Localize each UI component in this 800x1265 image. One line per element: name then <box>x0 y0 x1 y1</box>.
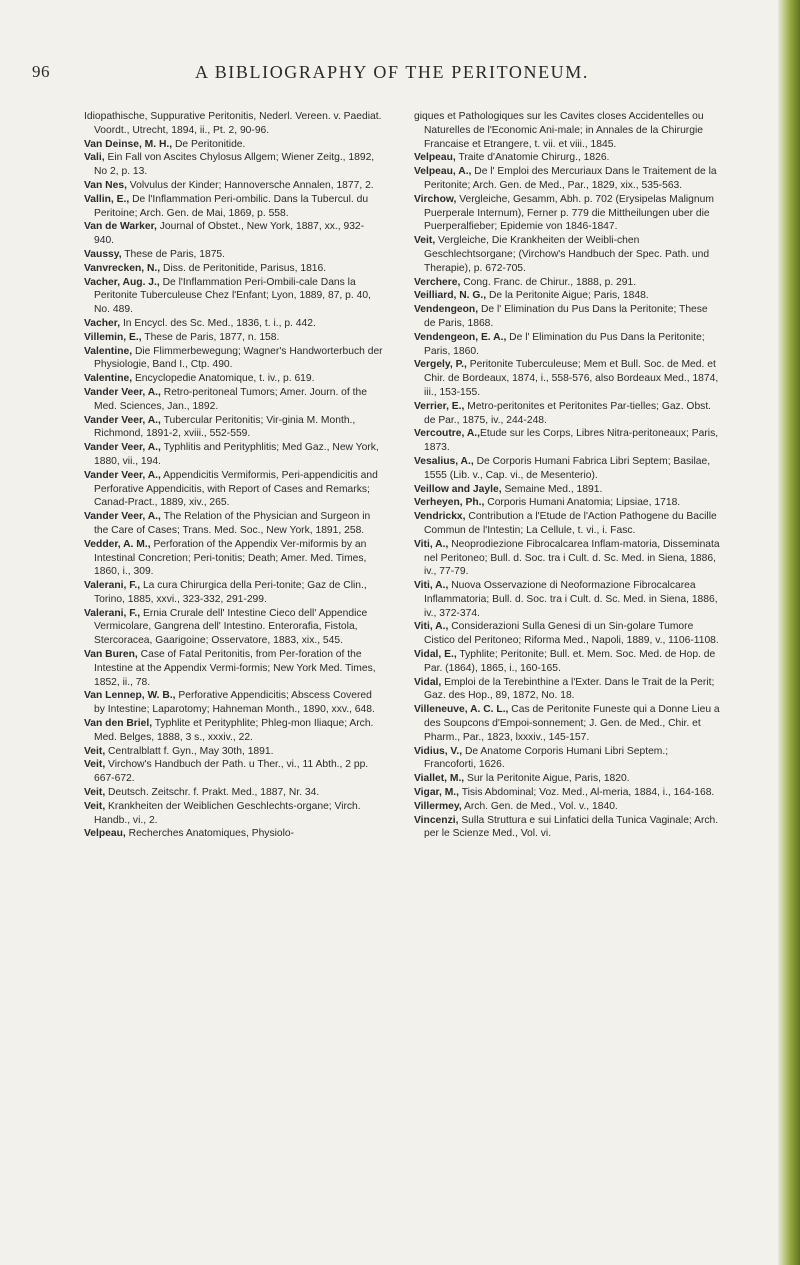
entry-author: Veit, <box>414 235 436 247</box>
entry-author: Vergely, P., <box>414 359 467 371</box>
bibliography-entry <box>84 800 384 828</box>
entry-citation: Retro-peritoneal Tumors; Amer. Journ. of the Med. Sciences, Jan., 1892. <box>94 386 367 412</box>
entry-author: Veilliard, N. G., <box>414 290 487 302</box>
entry-author: Vander Veer, A., <box>84 442 161 454</box>
entry-citation: Vergleiche, Die Krankheiten der Weibli-chen Geschlechtsorgane; (Virchow's Handbuch der Spec. Path. und Therapie), p. 672-705. <box>424 235 710 274</box>
bibliography-entry <box>84 262 384 276</box>
bibliography-entry <box>84 786 384 800</box>
page-header <box>32 62 752 96</box>
entry-author: Vacher, Aug. J., <box>84 276 160 288</box>
entry-citation: These de Paris, 1877, n. 158. <box>141 331 280 343</box>
bibliography-entry <box>414 648 720 676</box>
entry-author: Viti, A., <box>414 538 449 550</box>
entry-citation: Cong. Franc. de Chirur., 1888, p. 291. <box>460 276 637 288</box>
entry-citation: Journal of Obstet., New York, 1887, xx., 932-940. <box>94 221 365 247</box>
entry-citation: De Corporis Humani Fabrica Libri Septem; Basilae, 1555 (Lib. v., Cap. vi., de Mesenterio). <box>424 455 711 481</box>
bibliography-entry <box>84 220 384 248</box>
entry-citation: giques et Pathologiques sur les Cavites closes Accidentelles ou Naturelles de l'Economic Ani-male; in Annales de la Chirurgie Francaise et Etrangere, t. vii. et viii., 1845. <box>414 111 704 150</box>
bibliography-entry <box>84 648 384 689</box>
bibliography-entry <box>84 758 384 786</box>
bibliography-entry <box>84 538 384 579</box>
bibliography-entry <box>414 745 720 773</box>
bibliography-entry <box>84 441 384 469</box>
bibliography-entry <box>84 331 384 345</box>
bibliography-entry <box>414 151 720 165</box>
bibliography-entry <box>84 510 384 538</box>
entry-citation: Volvulus der Kinder; Hannoversche Annalen, 1877, 2. <box>126 179 374 191</box>
entry-citation: Perforative Appendicitis; Abscess Covered by Intestine; Laparotomy; Hahneman Month., 1890, xxv., 648. <box>94 690 375 716</box>
entry-author: Villermey, <box>414 800 462 812</box>
bibliography-entry <box>84 276 384 317</box>
bibliography-entry <box>414 786 720 800</box>
bibliography-entry <box>414 814 720 842</box>
entry-author: Velpeau, <box>84 828 126 840</box>
entry-citation: Typhlitis and Perityphlitis; Med Gaz., New York, 1880, vii., 194. <box>94 442 379 467</box>
entry-citation: Neoprodiezione Fibrocalcarea Inflam-matoria, Disseminata nel Peritoneo; Bull. d. Soc. tra i Cult. d. Sc. Med. in Siena, 1886, iv., 77-79. <box>424 538 720 578</box>
entry-author: Velpeau, A., <box>414 166 472 178</box>
entry-author: Veit, <box>84 759 106 771</box>
entry-citation: De la Peritonite Aigue; Paris, 1848. <box>486 290 649 302</box>
bibliography-entry <box>84 745 384 759</box>
entry-citation: Centralblatt f. Gyn., May 30th, 1891. <box>105 745 274 757</box>
bibliography-entry <box>84 151 384 179</box>
entry-author: Veit, <box>84 800 106 812</box>
entry-author: Veillow and Jayle, <box>414 483 502 495</box>
bibliography-entry <box>414 620 720 648</box>
entry-author: Vallin, E., <box>84 193 130 205</box>
running-title: A BIBLIOGRAPHY OF THE PERITONEUM. <box>195 62 589 82</box>
bibliography-entry <box>414 703 720 744</box>
entry-author: Vander Veer, A., <box>84 386 161 398</box>
page-number: 96 <box>32 62 50 81</box>
bibliography-entry <box>414 483 720 497</box>
entry-citation: Case of Fatal Peritonitis, from Per-foration of the Intestine at the Appendix Vermi-formis; New York Med. Times, 1852, ii., 78. <box>94 649 376 688</box>
entry-citation: Die Flimmerbewegung; Wagner's Handworterbuch der Physiologie, Band I., Ctp. 490. <box>94 345 383 371</box>
entry-citation: De l'Inflammation Peri-ombilic. Dans la Tubercul. du Peritoine; Arch. Gen. de Mai, 1869, p. 558. <box>94 193 369 219</box>
bibliography-entry <box>414 331 720 359</box>
entry-citation: Peritonite Tuberculeuse; Mem et Bull. Soc. de Med. et Chir. de Bordeaux, 1874, i., 558-576, also Bordeaux Med., 1874, iii., 153-155. <box>424 359 719 398</box>
entry-citation: De Peritonitide. <box>172 138 246 150</box>
entry-author: Vander Veer, A., <box>84 511 161 523</box>
entry-author: Van de Warker, <box>84 221 157 233</box>
bibliography-entry <box>414 579 720 620</box>
bibliography-entry <box>414 400 720 428</box>
entry-author: Vedder, A. M., <box>84 538 151 550</box>
bibliography-entry <box>84 827 384 841</box>
entry-citation: Krankheiten der Weiblichen Geschlechts-organe; Virch. Handb., vi., 2. <box>94 800 361 826</box>
bibliography-entry <box>84 689 384 717</box>
entry-citation: Ernia Crurale dell' Intestine Cieco dell' Appendice Vermicolare, Gangrena dell' Intestino. Enterorafia, Fistola, Stercoracea, Gaarigoine; Osservatore, 1883, xix., 545. <box>94 607 368 647</box>
entry-citation: Sulla Struttura e sui Linfatici della Tunica Vaginale; Arch. per le Scienze Med., Vol. vi. <box>424 814 719 840</box>
bibliography-entry <box>84 607 384 648</box>
bibliography-entry <box>414 538 720 579</box>
bibliography-entry <box>84 138 384 152</box>
entry-citation: La cura Chirurgica della Peri-tonite; Gaz de Clin., Torino, 1885, xxvi., 323-332, 291-299. <box>94 580 367 605</box>
entry-citation: Emploi de la Terebinthine a l'Exter. Dans le Trait de la Perit; Gaz. des Hop., 89, 1872, No. 18. <box>424 676 715 702</box>
bibliography-entry <box>414 289 720 303</box>
entry-citation: De l' Emploi des Mercuriaux Dans le Traitement de la Peritonite; Arch. Gen. de Med., Par., 1829, xix., 535-563. <box>424 166 717 191</box>
entry-author: Vidal, E., <box>414 649 457 661</box>
entry-citation: Corporis Humani Anatomia; Lipsiae, 1718. <box>484 497 681 509</box>
entry-citation: De l'Inflammation Peri-Ombili-cale Dans la Peritonite Tuberculeuse Chez l'Enfant; Lyon, 1889, 87, p. 40, No. 489. <box>94 276 371 316</box>
entry-author: Van den Briel, <box>84 718 153 730</box>
entry-citation: Virchow's Handbuch der Path. u Ther., vi., 11 Abth., 2 pp. 667-672. <box>94 759 369 785</box>
entry-citation: Tisis Abdominal; Voz. Med., Al-meria, 1884, i., 164-168. <box>459 787 715 799</box>
bibliography-entry <box>84 193 384 221</box>
entry-citation: The Relation of the Physician and Surgeon in the Care of Cases; Trans. Med. Soc., New York, 1891, 258. <box>94 511 371 536</box>
entry-citation: Perforation of the Appendix Ver-miformis by an Intestinal Concretion; Peri-tonitis; Death; Amer. Med. Times, 1860, i., 309. <box>94 538 367 578</box>
entry-author: Valentine, <box>84 373 133 385</box>
entry-citation: These de Paris, 1875. <box>121 248 226 260</box>
entry-citation: Sur la Peritonite Aigue, Paris, 1820. <box>464 773 630 785</box>
entry-citation: Recherches Anatomiques, Physiolo- <box>125 828 295 840</box>
entry-author: Vincenzi, <box>414 814 459 826</box>
entry-citation: Vergleiche, Gesamm, Abh. p. 702 (Erysipelas Malignum Puerperale Internum), Ferner p. 779 die Mittheilungen uber die Puerperalfieber; Epidemie von 1846-1847. <box>424 193 714 233</box>
entry-citation: Tubercular Peritonitis; Vir-ginia M. Month., Richmond, 1891-2, xviii., 552-559. <box>94 414 356 440</box>
entry-author: Viallet, M., <box>414 773 465 785</box>
entry-author: Vigar, M., <box>414 787 460 799</box>
entry-author: Vander Veer, A., <box>84 469 161 481</box>
entry-author: Vidal, <box>414 676 442 688</box>
bibliography-entry <box>84 717 384 745</box>
entry-citation: In Encycl. des Sc. Med., 1836, t. i., p. 442. <box>120 317 316 329</box>
entry-citation: Idiopathische, Suppurative Peritonitis, Nederl. Vereen. v. Paediat. Voordt., Utrecht, 1894, ii., Pt. 2, 90-96. <box>84 111 382 136</box>
entry-citation: Nuova Osservazione di Neoformazione Fibrocalcarea Inflammatoria; Bull. d. Soc. tra i Cult. d. Sc. Med. in Siena, 1886, iv., 372-374. <box>424 580 718 619</box>
entry-author: Vali, <box>84 152 105 164</box>
entry-author: Van Buren, <box>84 649 138 661</box>
entry-author: Van Nes, <box>84 179 127 191</box>
bibliography-entry <box>414 276 720 290</box>
entry-author: Vander Veer, A., <box>84 414 161 426</box>
entry-author: Vendengeon, E. A., <box>414 331 507 343</box>
bibliography-entry <box>414 455 720 483</box>
entry-author: Veit, <box>84 787 106 799</box>
entry-citation: Considerazioni Sulla Genesi di un Sin-golare Tumore Cistico del Peritoneo; Riforma Med., Napoli, 1889, v., 1106-1108. <box>424 621 719 647</box>
bibliography-entry <box>84 317 384 331</box>
entry-citation: Diss. de Peritonitide, Parisus, 1816. <box>160 262 327 274</box>
entry-author: Van Deinse, M. H., <box>84 138 173 150</box>
bibliography-entry <box>84 110 384 138</box>
bibliography-entry <box>84 414 384 442</box>
entry-citation: De Anatome Corporis Humani Libri Septem.; Francoforti, 1626. <box>424 745 669 771</box>
entry-author: Verchere, <box>414 276 461 288</box>
entry-author: Valerani, F., <box>84 607 141 619</box>
bibliography-entry <box>414 193 720 234</box>
bibliography-entry <box>414 427 720 455</box>
entry-author: Valentine, <box>84 345 133 357</box>
entry-author: Vidius, V., <box>414 745 463 757</box>
bibliography-entry <box>414 510 720 538</box>
bibliography-entry <box>414 676 720 704</box>
entry-author: Vercoutre, A., <box>414 428 480 440</box>
bibliography-entry <box>414 165 720 193</box>
entry-citation: De l' Elimination du Pus Dans la Peritonite; These de Paris, 1868. <box>424 304 708 329</box>
entry-author: Vanvrecken, N., <box>84 262 161 274</box>
entry-author: Van Lennep, W. B., <box>84 690 176 702</box>
bibliography-entry <box>414 358 720 399</box>
entry-citation: Arch. Gen. de Med., Vol. v., 1840. <box>461 800 618 812</box>
bibliography-entry <box>84 372 384 386</box>
entry-citation: Metro-peritonites et Peritonites Par-tielles; Gaz. Obst. de Par., 1875, iv., 244-248. <box>424 400 712 426</box>
entry-citation: Typhlite et Perityphlite; Phleg-mon Iliaque; Arch. Med. Belges, 1888, 3 s., xxxiv., 22. <box>94 718 374 743</box>
bibliography-entry <box>84 345 384 373</box>
entry-citation: Ein Fall von Ascites Chylosus Allgem; Wiener Zeitg., 1892, No 2, p. 13. <box>94 152 375 178</box>
entry-author: Vesalius, A., <box>414 455 474 467</box>
entry-author: Verheyen, Ph., <box>414 497 485 509</box>
entry-author: Vendengeon, <box>414 304 479 316</box>
page-edge <box>778 0 800 1265</box>
bibliography-entry <box>414 772 720 786</box>
entry-author: Vacher, <box>84 317 121 329</box>
entry-author: Vaussy, <box>84 248 122 260</box>
entry-author: Villemin, E., <box>84 331 142 343</box>
bibliography-entry <box>414 496 720 510</box>
entry-citation: Traite d'Anatomie Chirurg., 1826. <box>455 152 610 164</box>
bibliography-entry <box>84 386 384 414</box>
bibliography-entry <box>414 800 720 814</box>
entry-citation: Contribution a l'Etude de l'Action Pathogene du Bacille Commun de l'Intestin; La Cellule, t. vi., i. Fasc. <box>424 511 717 536</box>
entry-author: Vendrickx, <box>414 511 466 523</box>
entry-author: Velpeau, <box>414 152 456 164</box>
entry-citation: Encyclopedie Anatomique, t. iv., p. 619. <box>132 373 315 385</box>
entry-author: Veit, <box>84 745 106 757</box>
right-column <box>414 110 720 841</box>
entry-citation: Typhlite; Peritonite; Bull. et. Mem. Soc. Med. de Hop. de Par. (1864), 1865, i., 160-165. <box>424 649 716 674</box>
entry-author: Viti, A., <box>414 580 449 592</box>
entry-citation: Deutsch. Zeitschr. f. Prakt. Med., 1887, Nr. 34. <box>105 787 320 799</box>
entry-citation: Appendicitis Vermiformis, Peri-appendicitis and Perforative Appendicitis, with Report of Cases and Remarks; Canad-Pract., 1889, xiv., 265. <box>94 469 378 509</box>
bibliography-entry <box>84 579 384 607</box>
bibliography-entry <box>414 234 720 275</box>
entry-citation: De l' Elimination du Pus Dans la Peritonite; Paris, 1860. <box>424 331 705 357</box>
entry-author: Virchow, <box>414 193 457 205</box>
entry-author: Villeneuve, A. C. L., <box>414 704 509 716</box>
entry-author: Viti, A., <box>414 621 449 633</box>
entry-citation: Semaine Med., 1891. <box>501 483 603 495</box>
bibliography-entry <box>84 248 384 262</box>
bibliography-entry <box>414 303 720 331</box>
entry-author: Valerani, F., <box>84 580 141 592</box>
bibliography-entry <box>414 110 720 151</box>
bibliography-entry <box>84 469 384 510</box>
bibliography-entry <box>84 179 384 193</box>
entry-author: Verrier, E., <box>414 400 465 412</box>
entry-citation: Cas de Peritonite Funeste qui a Donne Lieu a des Soupcons d'Empoi-sonnement; J. Gen. de Med., Chir. et Pharm., Par., 1823, lxxxiv., 145-157. <box>424 704 720 743</box>
left-column <box>84 110 384 841</box>
entry-citation: Etude sur les Corps, Libres Nitra-peritoneaux; Paris, 1873. <box>424 428 719 454</box>
